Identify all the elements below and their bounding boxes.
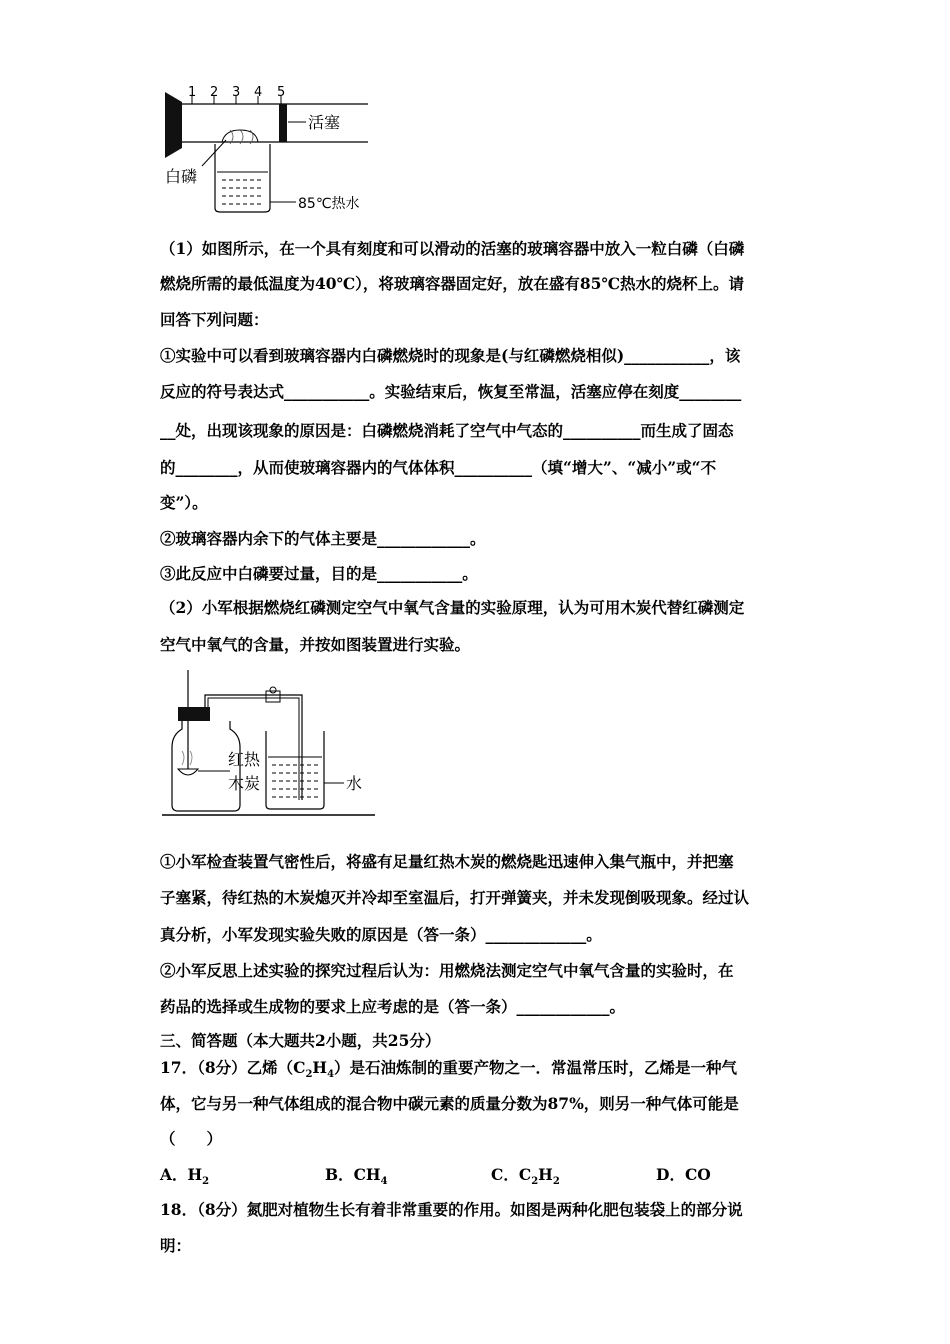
text-line: ①小军检查装置气密性后，将盛有足量红热木炭的燃烧匙迅速伸入集气瓶中，并把塞 xyxy=(160,852,734,871)
piston xyxy=(279,104,287,142)
container-left-cap xyxy=(165,92,182,158)
option-b: B．$CH_4$ xyxy=(325,1165,388,1188)
water-label: 水 xyxy=(346,774,363,793)
option-a: A．$H_2$ xyxy=(160,1165,210,1188)
tick-label: 3 xyxy=(232,85,241,100)
phosphorus-label: 白磷 xyxy=(165,167,198,186)
text-line: 燃烧所需的最低温度为40℃），将玻璃容器固定好，放在盛有85℃热水的烧杯上。请 xyxy=(160,274,745,293)
stopper xyxy=(178,707,210,721)
text-line: ②小军反思上述实验的探究过程后认为：用燃烧法测定空气中氧气含量的实验时，在 xyxy=(160,961,734,980)
text-line: 变”）。 xyxy=(160,493,208,512)
tick-label: 2 xyxy=(210,85,219,100)
figure-charcoal-apparatus xyxy=(160,665,380,820)
tick-label: 5 xyxy=(277,85,286,100)
text-line: __处，出现该现象的原因是：白磷燃烧消耗了空气中气态的__________而生成了固态 xyxy=(160,421,734,440)
text-line: ①实验中可以看到玻璃容器内白磷燃烧时的现象是(与红磷燃烧相似)___________，该 xyxy=(160,346,741,365)
section-heading: 三、简答题（本大题共2小题，共25分） xyxy=(160,1031,441,1050)
text-line: 空气中氧气的含量，并按如图装置进行实验。 xyxy=(160,635,471,654)
text-line: （1）如图所示，在一个具有刻度和可以滑动的活塞的玻璃容器中放入一粒白磷（白磷 xyxy=(160,239,745,258)
option-c: C．$C_2H_2$ xyxy=(491,1165,560,1188)
text-line: ③此反应中白磷要过量，目的是___________。 xyxy=(160,564,478,583)
text-line: 的________，从而使玻璃容器内的气体体积__________（填“增大”、“减小”或“不 xyxy=(160,458,717,477)
q17-line1: 17．（8分）乙烯$(C_2H_4)$是石油炼制的重要产物之一．常温常压时，乙烯是一种气 xyxy=(160,1058,738,1081)
text-line: ②玻璃容器内余下的气体主要是____________。 xyxy=(160,529,486,548)
piston-label: 活塞 xyxy=(308,113,341,132)
text-line: 药品的选择或生成物的要求上应考虑的是（答一条）____________。 xyxy=(160,997,626,1016)
option-d: D．CO xyxy=(656,1165,711,1184)
hot-water-label: 85℃热水 xyxy=(298,196,360,212)
figure-piston-apparatus xyxy=(160,82,400,222)
q17-line3: （ ） xyxy=(160,1129,223,1148)
tick-label: 4 xyxy=(254,85,263,100)
q17-line2: 体，它与另一种气体组成的混合物中碳元素的质量分数为87%，则另一种气体可能是 xyxy=(160,1094,739,1113)
text-line: 回答下列问题： xyxy=(160,310,269,329)
tick-label: 1 xyxy=(188,85,197,100)
q18-line1: 18．（8分）氮肥对植物生长有着非常重要的作用。如图是两种化肥包装袋上的部分说 xyxy=(160,1200,743,1219)
text-line: 真分析，小军发现实验失败的原因是（答一条）_____________。 xyxy=(160,925,602,944)
text-line: 子塞紧，待红热的木炭熄灭并冷却至室温后，打开弹簧夹，并未发现倒吸现象。经过认 xyxy=(160,888,750,907)
text-line: （2）小军根据燃烧红磷测定空气中氧气含量的实验原理，认为可用木炭代替红磷测定 xyxy=(160,598,745,617)
charcoal-label-2: 木炭 xyxy=(228,774,261,793)
text-line: 反应的符号表达式___________。实验结束后，恢复至常温，活塞应停在刻度________ xyxy=(160,382,742,401)
charcoal-label-1: 红热 xyxy=(228,750,261,769)
q18-line2: 明： xyxy=(160,1236,192,1255)
